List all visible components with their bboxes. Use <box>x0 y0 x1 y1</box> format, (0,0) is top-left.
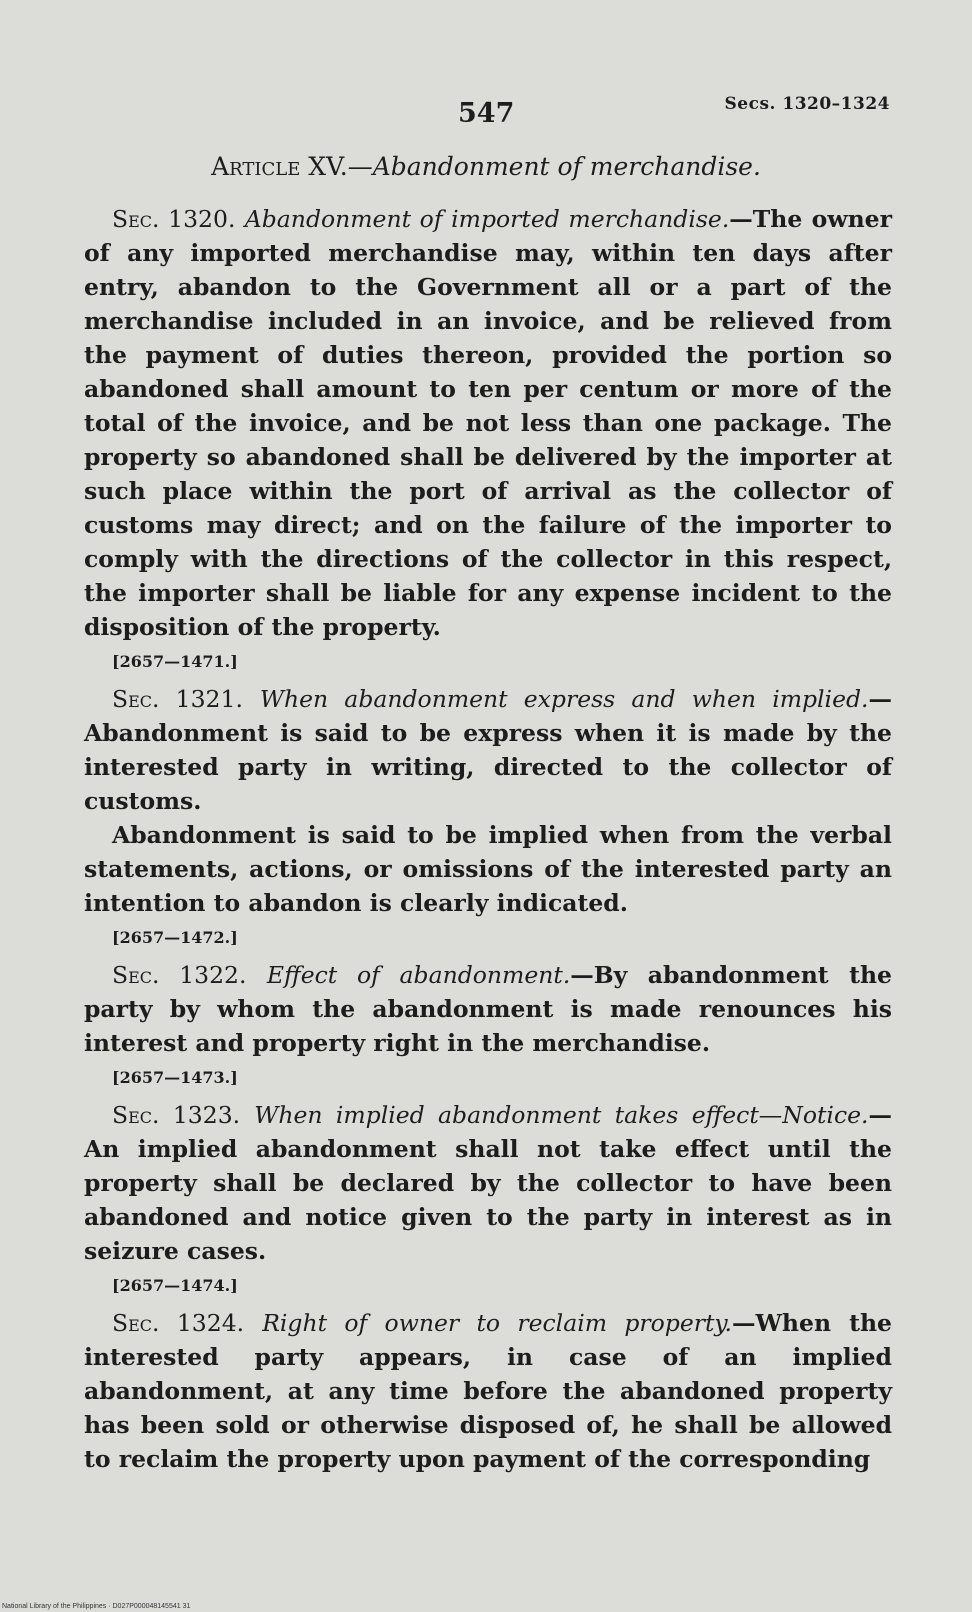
section-1321 <box>84 682 892 818</box>
section-1323 <box>84 1098 892 1268</box>
document-body <box>84 202 892 1476</box>
citation: [2657—1473.] <box>112 1068 238 1087</box>
article-title <box>0 152 972 181</box>
section-range: Secs. 1320–1324 <box>724 94 890 114</box>
section-1321-paragraph-2: Abandonment is said to be implied when from the verbal statements, actions, or omissions of the interested party an intention to abandon is clearly indicated. <box>84 821 892 917</box>
section-heading: Right of owner to reclaim property. <box>262 1309 733 1337</box>
section-text: —By abandonment the party by whom the abandonment is made renounces his interest and property right in the merchandise. <box>84 961 892 1057</box>
section-number: Sec. 1321. <box>112 685 243 713</box>
section-heading: When abandonment express and when implied. <box>259 685 869 713</box>
citation: [2657—1471.] <box>112 652 238 671</box>
section-text: —An implied abandonment shall not take effect until the property shall be declared by the collector to have been abandoned and notice given to the party in interest as in seizure cases. <box>84 1101 892 1265</box>
section-number: Sec. 1324. <box>112 1309 245 1337</box>
section-heading: When implied abandonment takes effect—Notice. <box>254 1101 869 1129</box>
section-number: Sec. 1323. <box>112 1101 241 1129</box>
page-number: 547 <box>458 98 515 129</box>
article-heading: —Abandonment of merchandise. <box>347 152 761 181</box>
section-1322 <box>84 958 892 1060</box>
archive-footer-tag: National Library of the Philippines · D027P000048145541 31 <box>2 1603 191 1610</box>
section-1324 <box>84 1306 892 1476</box>
section-text: —When the interested party appears, in case of an implied abandonment, at any time before the abandoned property has been sold or otherwise disposed of, he shall be allowed to reclaim the property upon payment of the corresponding <box>84 1309 892 1473</box>
section-text: —Abandonment is said to be express when it is made by the interested party in writing, directed to the collector of customs. <box>84 685 892 815</box>
section-text: —The owner of any imported merchandise may, within ten days after entry, abandon to the Government all or a part of the merchandise included in an invoice, and be relieved from the payment of duties thereon, provided the portion so abandoned shall amount to ten per centum or more of the total of the invoice, and be not less than one package. The property so abandoned shall be delivered by the importer at such place within the port of arrival as the collector of customs may direct; and on the failure of the importer to comply with the directions of the collector in this respect, the importer shall be liable for any expense incident to the disposition of the property. <box>84 205 892 641</box>
citation: [2657—1474.] <box>112 1276 238 1295</box>
section-number: Sec. 1320. <box>112 205 236 233</box>
citation: [2657—1472.] <box>112 928 238 947</box>
section-heading: Effect of abandonment. <box>266 961 571 989</box>
section-number: Sec. 1322. <box>112 961 247 989</box>
section-1320 <box>84 202 892 644</box>
section-heading: Abandonment of imported merchandise. <box>244 205 730 233</box>
article-label: Article XV. <box>211 152 348 181</box>
